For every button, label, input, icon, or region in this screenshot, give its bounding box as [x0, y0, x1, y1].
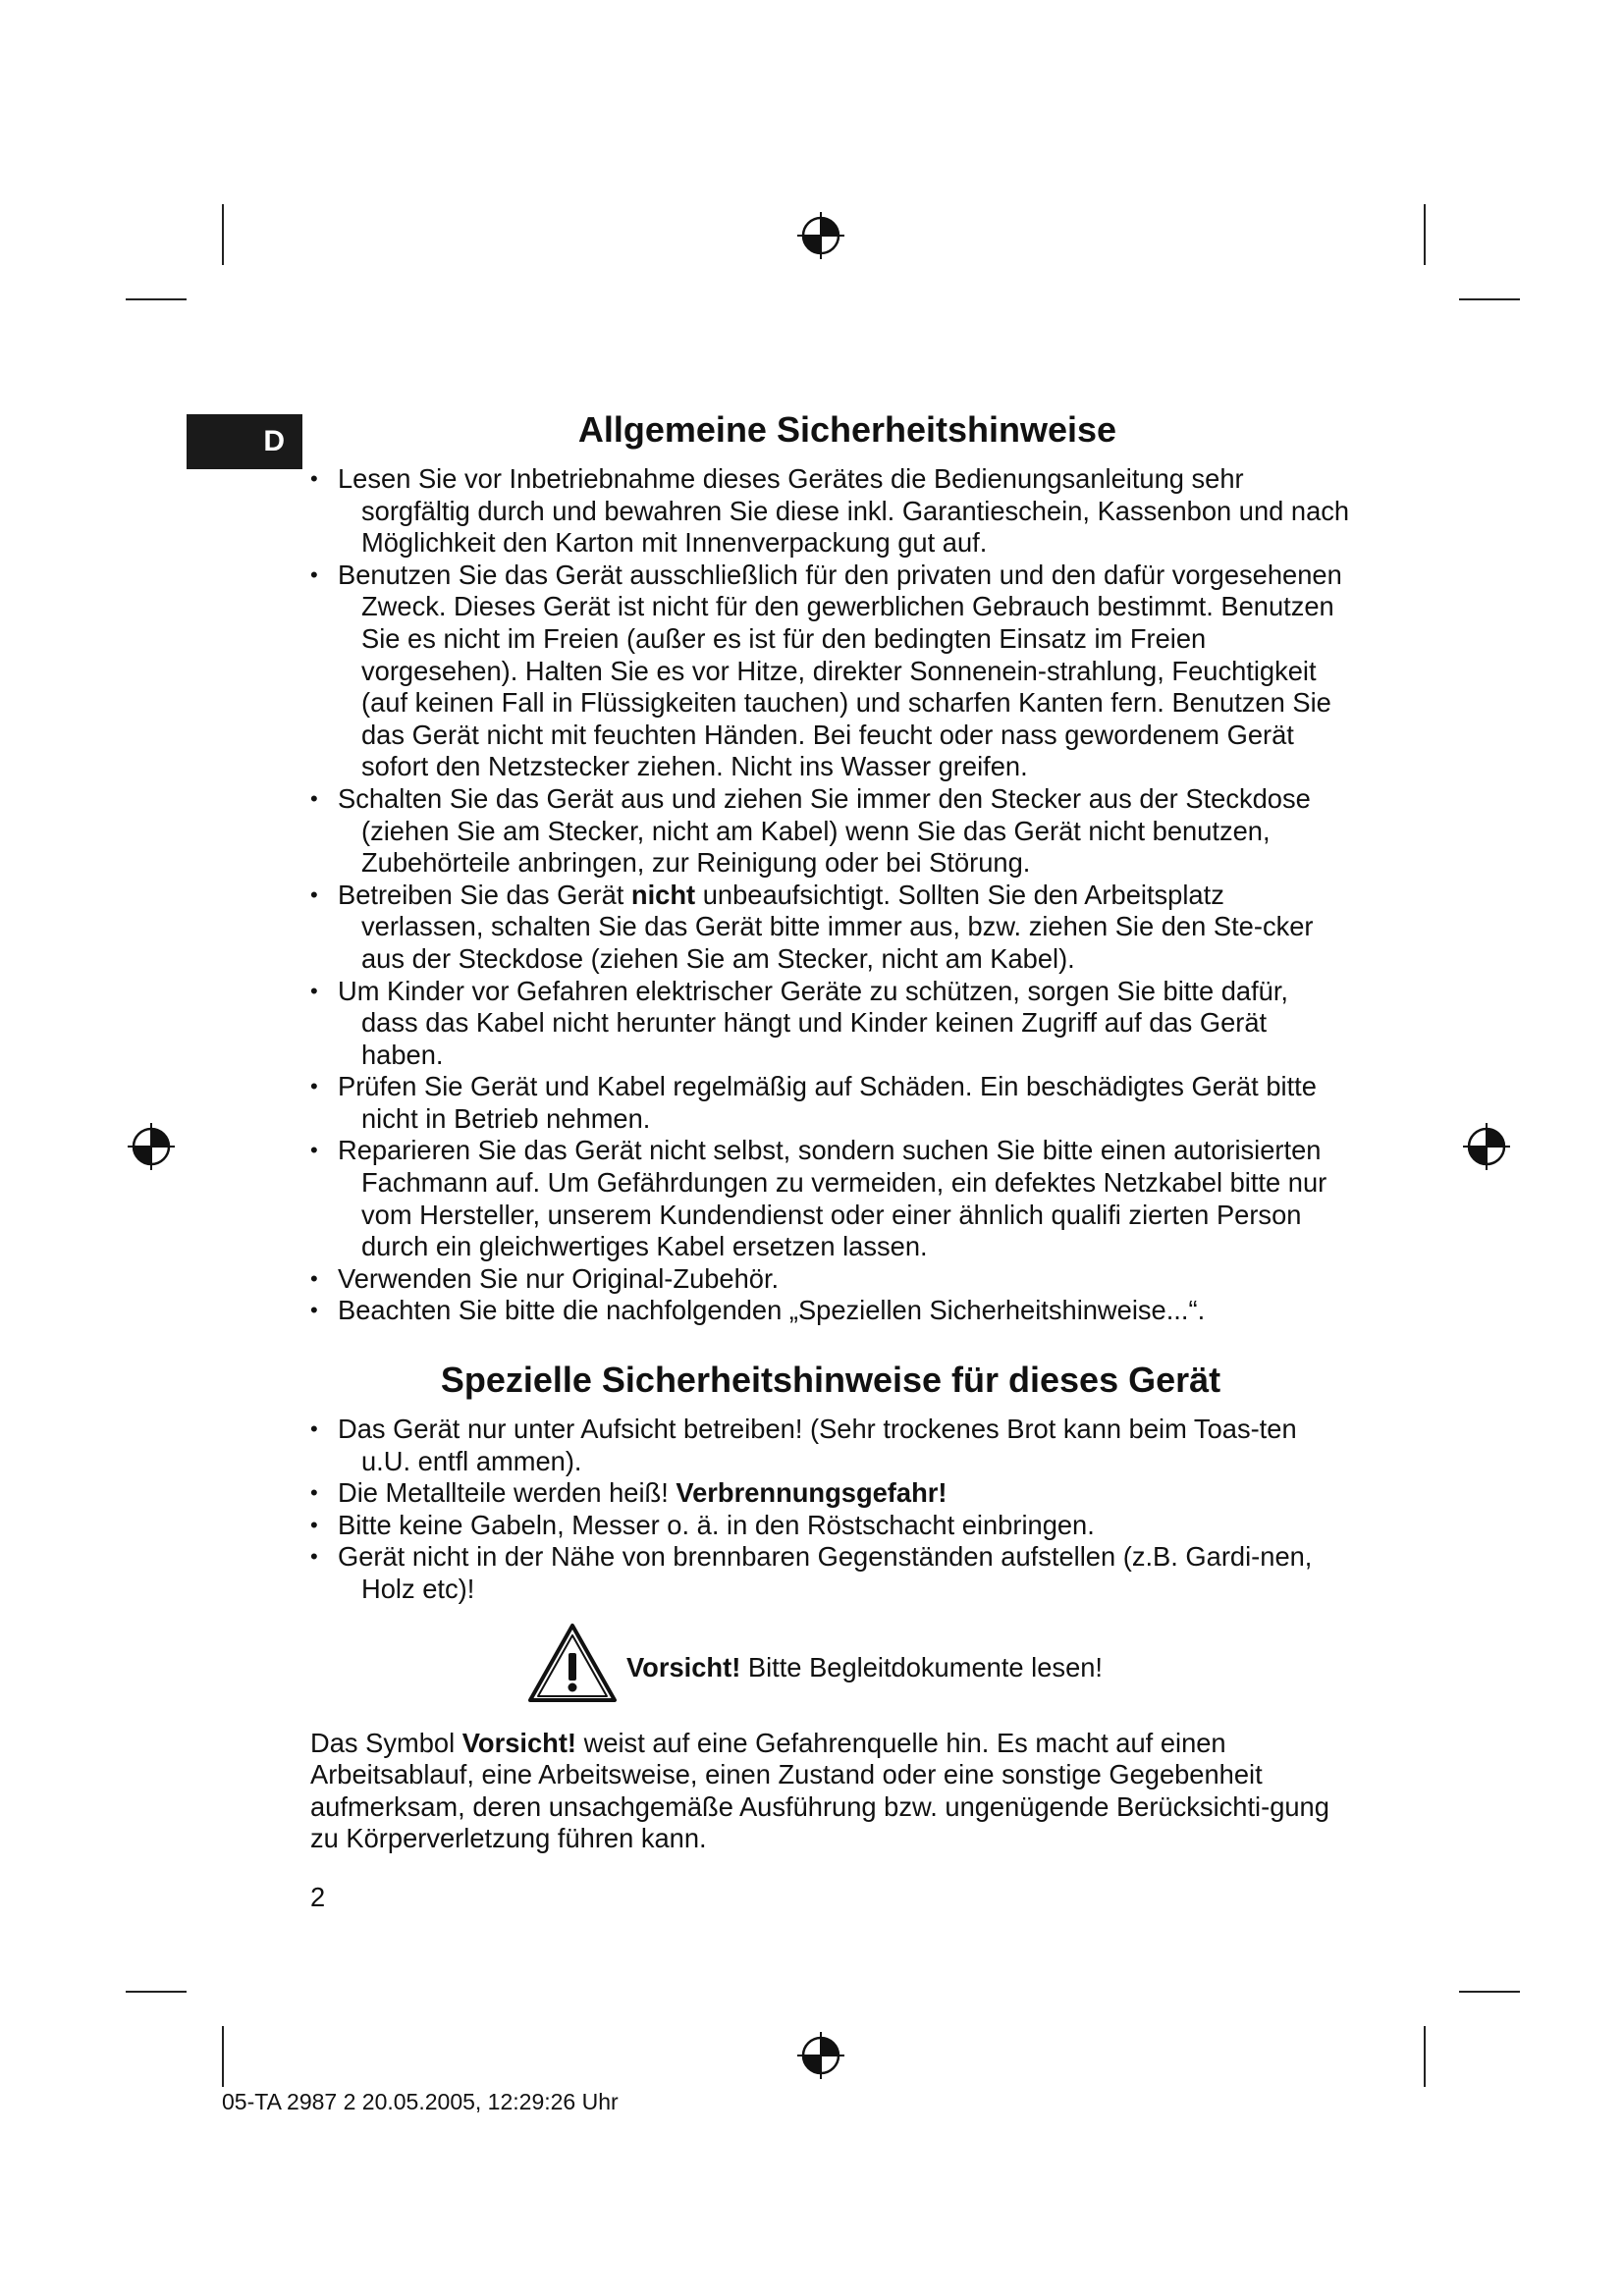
list-item: • Gerät nicht in der Nähe von brennbaren Gegenständen aufstellen (z.B. Gardi-nen, Holz etc)! — [310, 1541, 1351, 1605]
crop-mark — [126, 1991, 187, 1993]
registration-mark-icon — [797, 2032, 844, 2079]
symbol-explanation — [310, 1728, 1351, 1855]
list-item — [310, 1477, 1351, 1510]
warning-notice — [526, 1622, 1351, 1704]
warning-triangle-icon — [526, 1622, 619, 1704]
page-content — [310, 404, 1351, 1913]
crop-mark — [126, 298, 187, 300]
print-slug: 05-TA 2987 2 20.05.2005, 12:29:26 Uhr — [222, 2089, 619, 2114]
crop-mark — [1424, 204, 1426, 265]
list-item: • Bitte keine Gabeln, Messer o. ä. in den Röstschacht einbringen. — [310, 1510, 1351, 1542]
item-text: Betreiben Sie das Gerät — [338, 879, 631, 910]
list-item: • Das Gerät nur unter Aufsicht betreiben! (Sehr trockenes Brot kann beim Toas-ten u.U. entfl ammen). — [310, 1414, 1351, 1477]
list-item: • Lesen Sie vor Inbetriebnahme dieses Gerätes die Bedienungsanleitung sehr sorgfältig durch und bewahren Sie diese inkl. Garantieschein, Kassenbon und nach Möglichkeit den Karton mit Innenverpackung gut auf. — [310, 463, 1351, 560]
general-safety-list — [310, 463, 1351, 1327]
crop-mark — [1459, 298, 1520, 300]
warning-text — [626, 1652, 1103, 1683]
item-emphasis: Verbrennungsgefahr! — [676, 1477, 947, 1509]
list-item: • Beachten Sie bitte die nachfolgenden „Speziellen Sicherheitshinweise...“. — [310, 1295, 1351, 1327]
item-emphasis: nicht — [630, 879, 696, 910]
paragraph-text: weist auf eine Gefahrenquelle hin. Es macht auf einen Arbeitsablauf, eine Arbeitsweise, einen Zustand oder eine sonstige Gegebenheit aufmerksam, deren unsachgemäße Ausführung bzw. ungenügende Berücksichti-gung zu Körperverletzung führen kann. — [310, 1727, 1329, 1854]
warning-label: Vorsicht! — [626, 1651, 741, 1682]
paragraph-text: Das Symbol — [310, 1727, 462, 1758]
registration-mark-icon — [1463, 1123, 1510, 1170]
crop-mark — [1424, 2026, 1426, 2087]
list-item: • Benutzen Sie das Gerät ausschließlich für den privaten und den dafür vorgesehenen Zweck. Dieses Gerät ist nicht für den gewerblichen Gebrauch bestimmt. Benutzen Sie es nicht im Freien (außer es ist für den bedingten Einsatz im Freien vorgesehen). Halten Sie es vor Hitze, direkter Sonnenein-strahlung, Feuchtigkeit (auf keinen Fall in Flüssigkeiten tauchen) und scharfen Kanten fern. Benutzen Sie das Gerät nicht mit feuchten Händen. Bei feucht oder nass gewordenem Gerät sofort den Netzstecker ziehen. Nicht ins Wasser greifen. — [310, 560, 1351, 783]
item-text: Die Metallteile werden heiß! — [338, 1477, 677, 1509]
list-item: • Reparieren Sie das Gerät nicht selbst, sondern suchen Sie bitte einen autorisierten Fachmann auf. Um Gefährdungen zu vermeiden, ein defektes Netzkabel bitte nur vom Hersteller, unserem Kundendienst oder einer ähnlich qualifi zierten Person durch ein gleichwertiges Kabel ersetzen lassen. — [310, 1135, 1351, 1262]
warning-message: Bitte Begleitdokumente lesen! — [740, 1651, 1104, 1682]
page-number: 2 — [310, 1882, 326, 1913]
crop-mark — [222, 204, 224, 265]
list-item: • Verwenden Sie nur Original-Zubehör. — [310, 1263, 1351, 1296]
registration-mark-icon — [128, 1123, 175, 1170]
list-item — [310, 880, 1351, 976]
special-safety-list — [310, 1414, 1351, 1606]
list-item: • Prüfen Sie Gerät und Kabel regelmäßig auf Schäden. Ein beschädigtes Gerät bitte nicht in Betrieb nehmen. — [310, 1071, 1351, 1135]
item-text: unbeaufsichtigt. Sollten Sie den Arbeitsplatz verlassen, schalten Sie das Gerät bitte immer aus, bzw. ziehen Sie den Ste-cker aus der Steckdose (ziehen Sie am Stecker, nicht am Kabel). — [361, 879, 1314, 974]
crop-mark — [222, 2026, 224, 2087]
list-item: • Um Kinder vor Gefahren elektrischer Geräte zu schützen, sorgen Sie bitte dafür, dass das Kabel nicht herunter hängt und Kinder keinen Zugriff auf das Gerät haben. — [310, 976, 1351, 1072]
list-item: • Schalten Sie das Gerät aus und ziehen Sie immer den Stecker aus der Steckdose (ziehen Sie am Stecker, nicht am Kabel) wenn Sie das Gerät nicht benutzen, Zubehörteile anbringen, zur Reinigung oder bei Störung. — [310, 783, 1351, 880]
language-tab: D — [187, 414, 302, 469]
registration-mark-icon — [797, 212, 844, 259]
crop-mark — [1459, 1991, 1520, 1993]
special-safety-heading: Spezielle Sicherheitshinweise für dieses Gerät — [440, 1360, 1221, 1401]
general-safety-heading: Allgemeine Sicherheitshinweise — [577, 409, 1117, 450]
paragraph-emphasis: Vorsicht! — [461, 1727, 577, 1758]
